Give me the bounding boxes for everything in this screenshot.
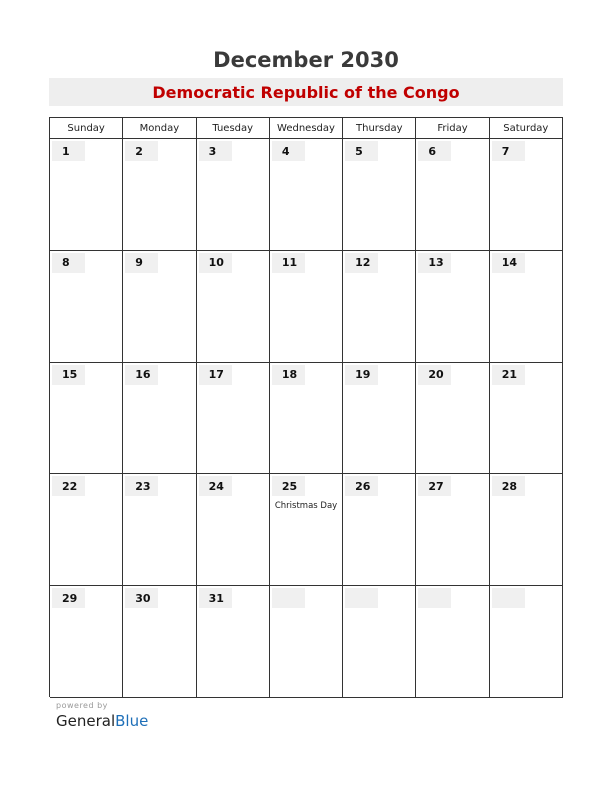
day-number-empty	[418, 588, 451, 608]
day-cell	[50, 586, 123, 698]
day-number: 23	[125, 476, 158, 496]
day-cell	[490, 586, 563, 698]
weekday-header: Saturday	[490, 118, 563, 139]
day-number: 3	[199, 141, 232, 161]
weekday-header-row	[50, 118, 563, 139]
day-number: 7	[492, 141, 525, 161]
day-number: 26	[345, 476, 378, 496]
day-cell	[197, 474, 270, 586]
day-number-empty	[345, 588, 378, 608]
day-cell	[416, 251, 489, 363]
weekday-header: Tuesday	[197, 118, 270, 139]
day-cell	[123, 139, 196, 251]
day-cell	[343, 251, 416, 363]
day-cell	[343, 586, 416, 698]
day-number: 4	[272, 141, 305, 161]
day-number: 15	[52, 365, 85, 385]
day-cell	[416, 139, 489, 251]
day-cell	[50, 474, 123, 586]
day-cell	[197, 139, 270, 251]
day-number: 2	[125, 141, 158, 161]
day-number: 11	[272, 253, 305, 273]
day-number: 1	[52, 141, 85, 161]
day-cell	[490, 363, 563, 475]
day-number: 14	[492, 253, 525, 273]
day-cell	[197, 586, 270, 698]
day-cell	[416, 586, 489, 698]
day-number-empty	[492, 588, 525, 608]
day-number: 17	[199, 365, 232, 385]
weekday-header: Wednesday	[270, 118, 343, 139]
day-cell	[490, 474, 563, 586]
day-number: 28	[492, 476, 525, 496]
day-cell	[270, 363, 343, 475]
day-cell	[123, 586, 196, 698]
day-cell	[416, 363, 489, 475]
day-number-empty	[272, 588, 305, 608]
day-cell	[270, 251, 343, 363]
day-cell	[197, 251, 270, 363]
brand-general: General	[56, 712, 116, 730]
day-cell	[50, 139, 123, 251]
day-number: 30	[125, 588, 158, 608]
day-number: 18	[272, 365, 305, 385]
day-number: 20	[418, 365, 451, 385]
day-number: 12	[345, 253, 378, 273]
week-row	[50, 251, 563, 363]
day-cell	[490, 251, 563, 363]
day-number: 22	[52, 476, 85, 496]
day-number: 9	[125, 253, 158, 273]
day-cell	[343, 139, 416, 251]
day-number: 29	[52, 588, 85, 608]
day-number: 31	[199, 588, 232, 608]
day-cell	[416, 474, 489, 586]
day-number: 13	[418, 253, 451, 273]
day-number: 19	[345, 365, 378, 385]
day-cell	[270, 586, 343, 698]
day-cell	[123, 251, 196, 363]
weekday-header: Monday	[123, 118, 196, 139]
week-row	[50, 586, 563, 698]
country-name: Democratic Republic of the Congo	[152, 82, 460, 102]
brand-blue: Blue	[115, 712, 149, 730]
day-cell	[197, 363, 270, 475]
day-number: 5	[345, 141, 378, 161]
day-cell	[50, 251, 123, 363]
day-number: 6	[418, 141, 451, 161]
day-number: 21	[492, 365, 525, 385]
day-cell	[123, 363, 196, 475]
day-cell	[490, 139, 563, 251]
week-row	[50, 363, 563, 475]
footer	[56, 701, 148, 730]
country-band	[49, 78, 563, 106]
weekday-header: Sunday	[50, 118, 123, 139]
day-cell	[343, 474, 416, 586]
day-number: 8	[52, 253, 85, 273]
day-number: 27	[418, 476, 451, 496]
day-cell	[123, 474, 196, 586]
week-row	[50, 139, 563, 251]
weekday-header: Friday	[416, 118, 489, 139]
day-number: 25	[272, 476, 305, 496]
day-number: 24	[199, 476, 232, 496]
day-cell	[270, 474, 343, 586]
week-row	[50, 474, 563, 586]
day-cell	[50, 363, 123, 475]
day-cell	[270, 139, 343, 251]
calendar-grid	[49, 117, 563, 697]
day-cell	[343, 363, 416, 475]
day-number: 10	[199, 253, 232, 273]
brand-logo[interactable]	[56, 712, 148, 730]
page-title: December 2030	[213, 48, 399, 72]
powered-by-text: powered by	[56, 701, 108, 710]
holiday-label: Christmas Day	[274, 501, 338, 512]
day-number: 16	[125, 365, 158, 385]
weekday-header: Thursday	[343, 118, 416, 139]
